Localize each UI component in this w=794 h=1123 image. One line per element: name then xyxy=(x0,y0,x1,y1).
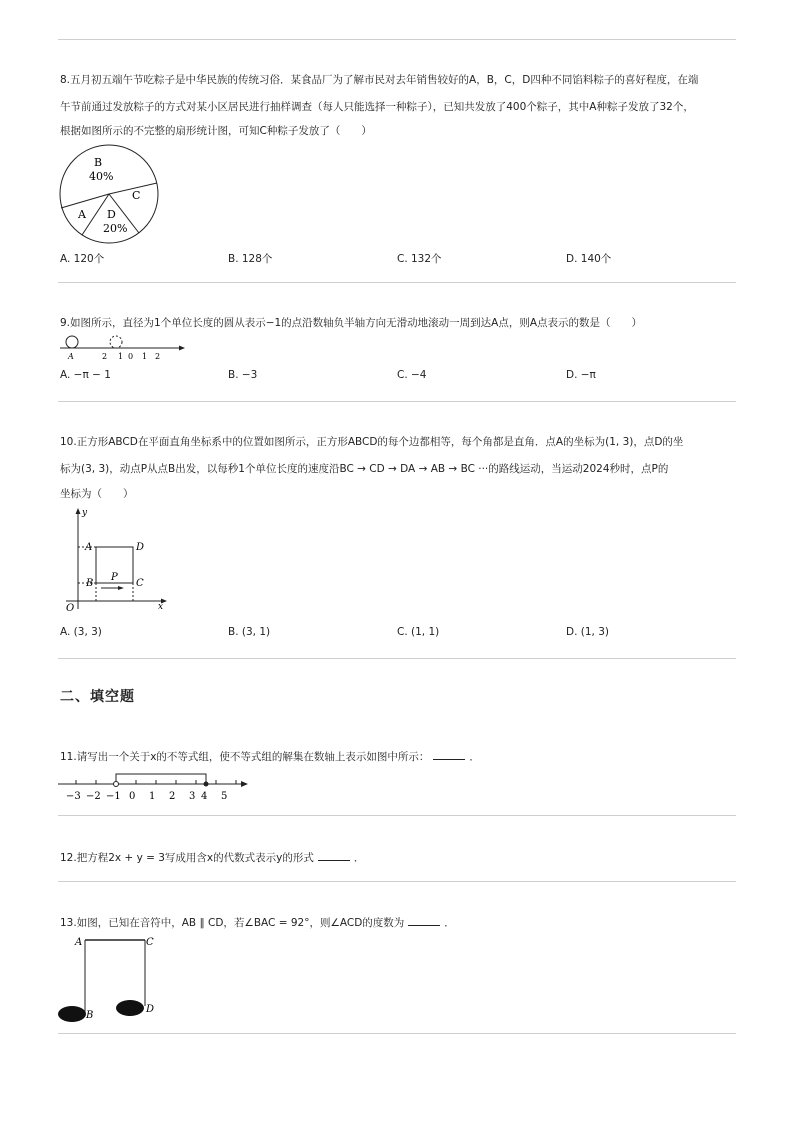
axis-label-y: y xyxy=(82,508,88,518)
q13-prefix: 13.如图，已知在音符中，AB ∥ CD，若∠BAC = 92°，则∠ACD的度数为 xyxy=(60,917,405,929)
point-c-label: C xyxy=(136,578,144,589)
point-d-label: D xyxy=(146,1004,155,1015)
pie-label-c: C xyxy=(132,189,141,202)
point-d-label: D xyxy=(136,542,145,553)
section-title: 二、填空题 xyxy=(60,689,135,705)
tick-label: −1 xyxy=(106,791,121,802)
tick-label: 0 xyxy=(129,791,136,802)
point-c-label: C xyxy=(146,937,154,948)
point-b-label: B xyxy=(86,1010,94,1021)
q13-music-note-figure xyxy=(55,932,165,1027)
q13-suffix: ． xyxy=(444,917,455,929)
q13-answer-blank[interactable] xyxy=(408,915,440,926)
note-head-b xyxy=(58,1006,86,1022)
q11-suffix: ． xyxy=(469,751,480,763)
q10-option-b[interactable]: B. (3, 1) xyxy=(228,626,271,638)
q9-option-a[interactable]: A. −π − 1 xyxy=(60,369,111,381)
divider xyxy=(58,815,736,816)
tick-label: 0 xyxy=(128,352,134,361)
pie-divider-2 xyxy=(61,194,109,208)
tick-label: 2 xyxy=(102,352,108,361)
q8-line-1: 8.五月初五端午节吃粽子是中华民族的传统习俗．某食品厂为了解市民对去年销售较好的A，B，C，D四种不同馅料粽子的喜好程度，在端 xyxy=(60,74,699,86)
q9-option-d[interactable]: D. −π xyxy=(566,369,596,381)
divider xyxy=(58,39,736,40)
q9-number-line xyxy=(58,333,188,363)
q8-line-2: 午节前通过发放粽子的方式对某小区居民进行抽样调查（每人只能选择一种粽子），已知共发放了400个粽子，其中A种粽子发放了32个， xyxy=(60,101,694,113)
point-a-label: A xyxy=(68,352,74,361)
tick-label: 1 xyxy=(142,352,148,361)
q10-coordinate-figure xyxy=(60,505,170,615)
q9-option-b[interactable]: B. −3 xyxy=(228,369,258,381)
pie-label-d-pct: 20% xyxy=(103,222,128,235)
pie-label-d: D xyxy=(107,208,116,221)
tick-label: 5 xyxy=(221,791,228,802)
pie-label-b: B xyxy=(94,156,103,169)
q10-option-c[interactable]: C. (1, 1) xyxy=(397,626,440,638)
divider xyxy=(58,282,736,283)
point-p-label: P xyxy=(111,572,118,583)
q8-option-c[interactable]: C. 132个 xyxy=(397,253,442,265)
tick-label: 2 xyxy=(155,352,161,361)
tick-label: 4 xyxy=(201,791,208,802)
q10-line-2: 标为(3, 3)，动点P从点B出发，以每秒1个单位长度的速度沿BC → CD → DA → AB → BC ···的路线运动，当运动2024秒时，点P的 xyxy=(60,463,669,475)
q11-number-line xyxy=(58,764,258,804)
divider xyxy=(58,881,736,882)
q11-answer-blank[interactable] xyxy=(433,749,465,760)
q12-prefix: 12.把方程2x + y = 3写成用含x的代数式表示y的形式 xyxy=(60,852,314,864)
q10-line-3: 坐标为（ ） xyxy=(60,488,134,500)
q9-option-c[interactable]: C. −4 xyxy=(397,369,427,381)
tick-label: −3 xyxy=(66,791,81,802)
q8-option-a[interactable]: A. 120个 xyxy=(60,253,105,265)
rolling-circle xyxy=(66,336,78,348)
q12-line-1 xyxy=(60,850,364,865)
q11-prefix: 11.请写出一个关于x的不等式组，使不等式组的解集在数轴上表示如图中所示： xyxy=(60,751,430,763)
axis-label-x: x xyxy=(158,602,164,612)
point-a-label: A xyxy=(85,542,93,553)
pie-label-a: A xyxy=(78,208,86,221)
q13-line-1 xyxy=(60,915,455,930)
q9-line-1: 9.如图所示，直径为1个单位长度的圆从表示−1的点沿数轴负半轴方向无滑动地滚动一周到达A点，则A点表示的数是（ ） xyxy=(60,317,643,329)
q10-option-a[interactable]: A. (3, 3) xyxy=(60,626,102,638)
tick-label: 2 xyxy=(169,791,176,802)
tick-label: 1 xyxy=(118,352,124,361)
q8-line-3: 根据如图所示的不完整的扇形统计图，可知C种粽子发放了（ ） xyxy=(60,125,372,137)
tick-label: −2 xyxy=(86,791,101,802)
divider xyxy=(58,1033,736,1034)
origin-label: O xyxy=(66,603,75,614)
pie-label-b-pct: 40% xyxy=(89,170,114,183)
q10-option-d[interactable]: D. (1, 3) xyxy=(566,626,609,638)
q12-answer-blank[interactable] xyxy=(318,850,350,861)
solution-bracket xyxy=(116,774,206,784)
q11-line-1 xyxy=(60,749,480,764)
rolling-circle-dashed xyxy=(110,336,122,348)
q12-suffix: ． xyxy=(353,852,365,864)
q8-pie-chart xyxy=(56,145,166,245)
q8-option-b[interactable]: B. 128个 xyxy=(228,253,273,265)
q8-option-d[interactable]: D. 140个 xyxy=(566,253,612,265)
divider xyxy=(58,658,736,659)
divider xyxy=(58,401,736,402)
point-b-label: B xyxy=(86,578,94,589)
tick-label: 3 xyxy=(189,791,196,802)
tick-label: 1 xyxy=(149,791,156,802)
note-head-d xyxy=(116,1000,144,1016)
solution-endpoint-open xyxy=(114,782,119,787)
solution-endpoint-closed xyxy=(204,782,209,787)
q10-line-1: 10.正方形ABCD在平面直角坐标系中的位置如图所示，正方形ABCD的每个边都相等，每个角都是直角．点A的坐标为(1, 3)，点D的坐 xyxy=(60,436,684,448)
point-a-label: A xyxy=(75,937,83,948)
